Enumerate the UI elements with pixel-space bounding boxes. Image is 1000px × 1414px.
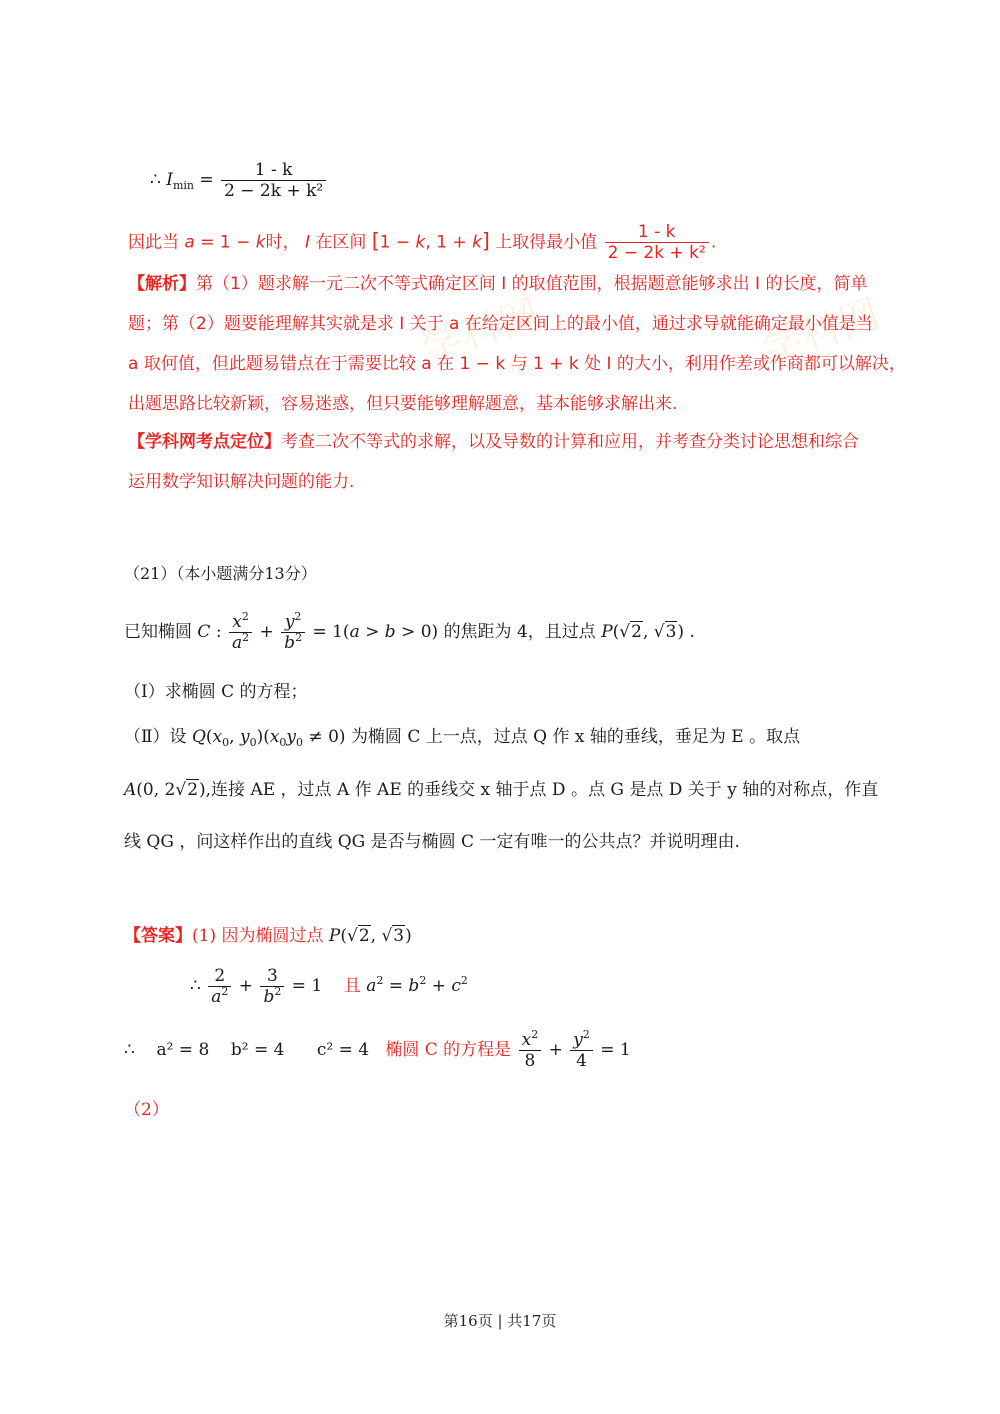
therefore-symbol: ∴ xyxy=(150,170,161,190)
answer-line-1: 【答案】(1) 因为椭圆过点 P(√2, √3) xyxy=(124,926,412,946)
kaodian-line-1: 【学科网考点定位】考查二次不等式的求解，以及导数的计算和应用，并考查分类讨论思想和综合 xyxy=(128,432,859,452)
answer-line-2: ∴ $\frac{2}{a^2}$ + $\frac{3}{b^2}$ = 1 且 $a^2 = b^2 + c^2$ xyxy=(190,966,468,1007)
watermark: 学科网 xyxy=(756,291,886,373)
kaodian-line-2: 运用数学知识解决问题的能力. xyxy=(128,472,355,492)
problem-part-1: （Ⅰ）求椭圆 C 的方程； xyxy=(124,682,308,702)
conclusion-line: 因此当 a = 1 − k时， I 在区间 [1 − k, 1 + k] 上取得最小值 $\frac{1 - k}{\text{2 − 2k + k²}}$ . xyxy=(128,222,717,263)
problem-stem: 已知椭圆 C : $\frac{x^2}{a^2}$ + $\frac{y^2}{b^2}$ = 1(a > b > 0) 的焦距为 4，且过点 P(√2, √3) . xyxy=(124,610,695,653)
analysis-line-4: 出题思路比较新颖，容易迷惑，但只要能够理解题意，基本能够求解出来. xyxy=(128,394,678,414)
answer-tag: 【答案】 xyxy=(124,926,192,946)
problem-part-2-line-2: A(0, 2√2),连接 AE ，过点 A 作 AE 的垂线交 x 轴于点 D 。点 G 是点 D 关于 y 轴的对称点，作直 xyxy=(124,780,879,800)
analysis-line-2: 题；第（2）题要能理解其实就是求 I 关于 a 在给定区间上的最小值，通过求导就能确定最小值是当 xyxy=(128,314,873,334)
problem-header: （21）（本小题满分13分） xyxy=(124,564,317,583)
imin-line: ∴ $I_{min}$ = $\frac{1 - k}{\text{2 − 2k + k²}}$ xyxy=(150,160,328,201)
problem-part-2-line-3: 线 QG ，问这样作出的直线 QG 是否与椭圆 C 一定有唯一的公共点？并说明理由. xyxy=(124,832,740,852)
answer-part-2: （2） xyxy=(124,1100,169,1120)
imin-fraction: $\frac{1 - k}{\text{2 − 2k + k²}}$ xyxy=(221,160,326,201)
min-value-fraction: $\frac{1 - k}{\text{2 − 2k + k²}}$ xyxy=(605,222,709,263)
page-footer: 第16页 | 共17页 xyxy=(443,1312,557,1330)
analysis-tag: 【解析】 xyxy=(128,274,196,294)
watermark: 学科网 xyxy=(416,291,546,373)
analysis-line-3: a 取何值，但此题易错点在于需要比较 a 在 1 − k 与 1 + k 处 I 的大小，利用作差或作商都可以解决， xyxy=(128,354,906,374)
analysis-line-1: 【解析】第（1）题求解一元二次不等式确定区间 I 的取值范围，根据题意能够求出 I 的长度，简单 xyxy=(128,274,868,294)
problem-part-2-line-1: （Ⅱ）设 $Q(x_0$, $y_0)(x_0y_0 \ne 0)$ 为椭圆 C 上一点，过点 Q 作 x 轴的垂线，垂足为 E 。取点 xyxy=(124,727,801,749)
answer-line-3: ∴ a² = 8 b² = 4 c² = 4 椭圆 C 的方程是 $\frac{x^2}{8}$ + $\frac{y^2}{4}$ = 1 xyxy=(124,1028,631,1071)
kaodian-tag: 【学科网考点定位】 xyxy=(128,432,281,452)
